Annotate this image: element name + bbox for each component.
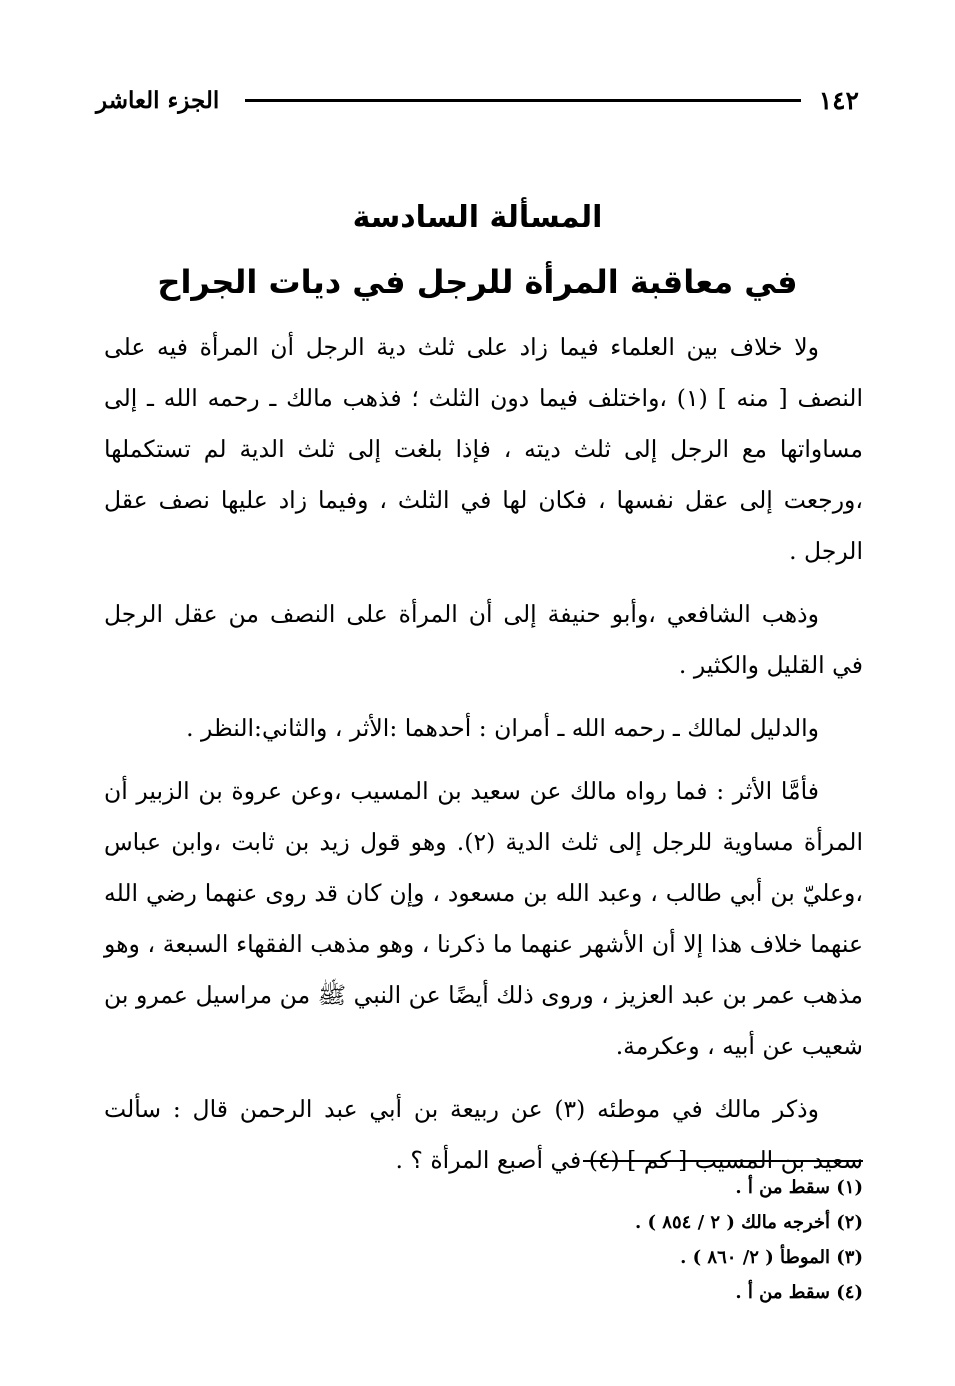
header-rule — [245, 99, 800, 102]
paragraph: فأمَّا الأثر : فما رواه مالك عن سعيد بن المسيب ،وعن عروة بن الزبير أن المرأة مساوية للرجل إلى ثلث الدية (٢). وهو قول زيد بن ثابت ،وابن عباس ،وعليّ بن أبي طالب ، وعبد الله بن مسعود ، وإن كان قد روى عنهما رضي الله عنهما خلاف هذا إلا أن الأشهر عنهما ما ذكرنا ، وهو مذهب الفقهاء السبعة ، وهو مذهب عمر بن عبد العزيز ، وروى ذلك أيضًا عن النبي ﷺ من مراسيل عمرو بن شعيب عن أبيه ، وعكرمة. — [104, 777, 863, 1060]
body-text — [104, 322, 863, 1198]
footnotes — [343, 1160, 863, 1310]
footnote: (١) سقط من أ . — [735, 1177, 863, 1198]
paragraph: وذكر مالك في موطئه (٣) عن ربيعة بن أبي عبد الرحمن قال : سألت سعيد بن المسيب [ كم ] (٤) في أصبع المرأة ؟ . — [104, 1095, 863, 1174]
page-number: ١٤٢ — [818, 85, 859, 115]
part-title: الجزء العاشر — [96, 86, 220, 114]
running-header — [96, 82, 859, 118]
footnote: (٤) سقط من أ . — [735, 1282, 863, 1303]
footnote-rule — [583, 1160, 863, 1162]
paragraph: وذهب الشافعي ،وأبو حنيفة إلى أن المرأة على النصف من عقل الرجل في القليل والكثير . — [104, 600, 863, 679]
chapter-subtitle: في معاقبة المرأة للرجل في ديات الجراح — [157, 263, 798, 301]
paragraph: والدليل لمالك ـ رحمه الله ـ أمران : أحدهما :الأثر ، والثاني:النظر . — [186, 714, 819, 742]
footnote: (٣) الموطأ ( ٢/ ٨٦٠ ) . — [680, 1247, 863, 1268]
paragraph: ولا خلاف بين العلماء فيما زاد على ثلث دية الرجل أن المرأة فيه على النصف [ منه ] (١) ،واختلف فيما دون الثلث ؛ فذهب مالك ـ رحمه الله ـ إلى مساواتها مع الرجل إلى ثلث ديته ، فإذا بلغت إلى ثلث الدية لم تستكملها ،ورجعت إلى عقل نفسها ، فكان لها في الثلث ، وفيما زاد عليها نصف عقل الرجل . — [104, 333, 863, 565]
chapter-title: المسألة السادسة — [352, 200, 603, 235]
footnote: (٢) أخرجه مالك ( ٢ / ٨٥٤ ) . — [634, 1212, 863, 1233]
